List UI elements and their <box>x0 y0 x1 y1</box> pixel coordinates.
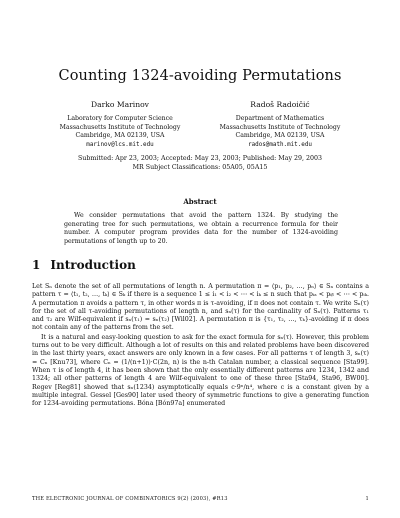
author-email[interactable]: rados@math.mit.edu <box>248 141 312 148</box>
author-institution: Massachusetts Institute of Technology <box>59 123 181 131</box>
subject-classifications: MR Subject Classifications: 05A05, 05A15 <box>132 163 268 171</box>
author-2 <box>200 101 360 149</box>
publication-dates: Submitted: Apr 23, 2003; Accepted: May 23, 2003; Published: May 29, 2003 <box>77 155 323 162</box>
author-email[interactable]: marinov@lcs.mit.edu <box>86 141 154 148</box>
author-affiliation: Department of Mathematics <box>235 115 325 123</box>
page-number: 1 <box>365 496 369 502</box>
journal-citation: THE ELECTRONIC JOURNAL OF COMBINATORICS 9(2) (2003), #R13 <box>32 496 228 502</box>
author-block <box>40 101 360 149</box>
section-title: Introduction <box>50 258 136 272</box>
abstract-text: We consider permutations that avoid the pattern 1324. By studying the generating tree for such permutations, we obtain a recurrence formula for their number. A computer program provides data for the number of 1324-avoiding permutations of length up to 20. <box>64 212 338 245</box>
abstract-heading: Abstract <box>183 197 217 206</box>
section-heading <box>32 258 146 272</box>
author-institution: Massachusetts Institute of Technology <box>219 123 341 131</box>
page-footer <box>32 496 369 502</box>
author-city: Cambridge, MA 02139, USA <box>75 132 165 140</box>
paragraph: Let Sₙ denote the set of all permutations of length n. A permutation π = ⟨p₁, p₂, …, pₙ⟩ ∈ Sₙ contains a pattern τ = ⟨t₁, t₂, …, tₖ⟩ ∈ Sₖ if there is a sequence 1 ≤ i₁ < i₂ < ⋯ < iₖ ≤ n such that pᵢₐ < pᵢᵦ < ⋯ < pᵢₖ. A permutation π avoids a pattern τ, in other words π is τ-avoiding, if π does not contain τ. We write Sₙ(τ) for the set of all τ-avoiding permutations of length n, and sₙ(τ) for the cardinality of Sₙ(τ). Patterns τ₁ and τ₂ are Wilf-equivalent if sₙ(τ₁) = sₙ(τ₂) [Wil02]. A permutation π is {τ₁, τ₂, …, τₖ}-avoiding if π does not contain any of the patterns from the set. <box>32 283 369 332</box>
paper-title: Counting 1324-avoiding Permutations <box>58 68 342 84</box>
author-1 <box>40 101 200 149</box>
body-text <box>32 283 369 409</box>
paragraph: It is a natural and easy-looking question to ask for the exact formula for sₙ(τ). However, this problem turns out to be very difficult. Although a lot of results on this and related problems have been discovered in the last thirty years, exact answers are only known in a few cases. For all patterns τ of length 3, sₙ(τ) = Cₙ [Knu73], where Cₙ = (1/(n+1))·C(2n, n) is the n-th Catalan number, a classical sequence [Sta99]. When τ is of length 4, it has been shown that the only essentially different patterns are 1234, 1342 and 1324; all other patterns of length 4 are Wilf-equivalent to one of these three [Sta94, Sta96, BW00]. Regev [Reg81] showed that sₙ(1234) asymptotically equals c·9ⁿ/n⁴, where c is a constant given by a multiple integral. Gessel [Ges90] later used theory of symmetric functions to give a generating function for 1234-avoiding permutations. Bóna [Bón97a] enumerated <box>32 333 369 408</box>
publication-info <box>0 155 400 172</box>
author-affiliation: Laboratory for Computer Science <box>67 115 173 123</box>
author-name: Radoš Radoičić <box>250 100 310 109</box>
author-city: Cambridge, MA 02139, USA <box>235 132 325 140</box>
author-name: Darko Marinov <box>91 100 149 109</box>
section-number: 1 <box>32 258 41 272</box>
